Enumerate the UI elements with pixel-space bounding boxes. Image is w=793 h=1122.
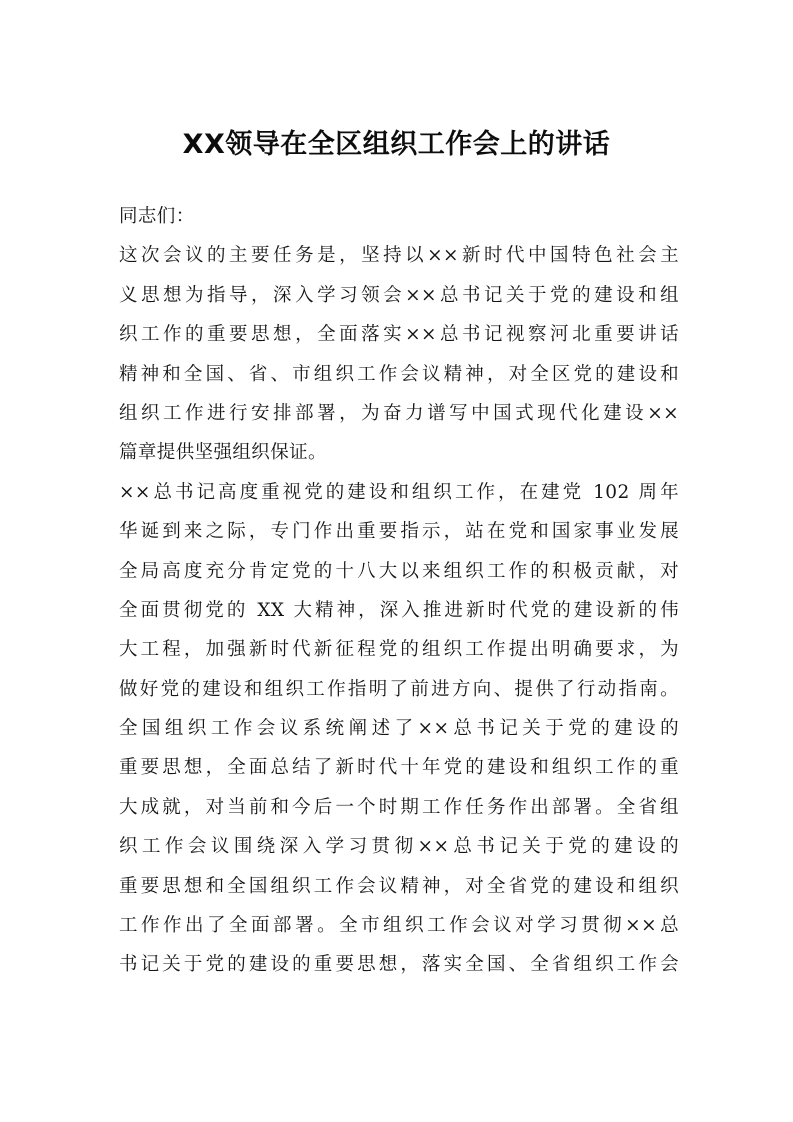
text-line: 篇章提供坚强组织保证。 (119, 442, 327, 464)
text-line: 全国组织工作会议系统阐述了××总书记关于党的建设的 (119, 718, 679, 740)
text-line: 做好党的建设和组织工作指明了前进方向、提供了行动指南。 (119, 678, 679, 700)
document-body (119, 197, 679, 985)
text-line: 织工作会议围绕深入学习贯彻××总书记关于党的建设的 (119, 836, 679, 858)
text-line: 大工程，加强新时代新征程党的组织工作提出明确要求，为 (119, 639, 679, 661)
document-title: XX领导在全区组织工作会上的讲话 (182, 129, 611, 160)
text-line: 这次会议的主要任务是，坚持以××新时代中国特色社会主 (119, 245, 679, 267)
text-line: 华诞到来之际，专门作出重要指示，站在党和国家事业发展 (119, 521, 679, 543)
text-line: 大成就，对当前和今后一个时期工作任务作出部署。全省组 (119, 796, 679, 818)
text-line: 重要思想和全国组织工作会议精神，对全省党的建设和组织 (119, 875, 679, 897)
text-line: 义思想为指导，深入学习领会××总书记关于党的建设和组 (119, 284, 679, 306)
text-line: ××总书记高度重视党的建设和组织工作，在建党 102 周年 (119, 481, 679, 503)
text-line: 同志们： (119, 206, 195, 227)
text-line: 书记关于党的建设的重要思想，落实全国、全省组织工作会 (119, 954, 679, 976)
text-line: 织工作的重要思想，全面落实××总书记视察河北重要讲话 (119, 324, 679, 346)
text-line: 工作作出了全面部署。全市组织工作会议对学习贯彻××总 (119, 915, 679, 937)
text-line: 组织工作进行安排部署，为奋力谱写中国式现代化建设×× (119, 402, 679, 424)
text-line: 重要思想，全面总结了新时代十年党的建设和组织工作的重 (119, 757, 679, 779)
text-line: 精神和全国、省、市组织工作会议精神，对全区党的建设和 (119, 363, 679, 385)
text-line: 全局高度充分肯定党的十八大以来组织工作的积极贡献，对 (119, 560, 679, 582)
text-line: 全面贯彻党的 XX 大精神，深入推进新时代党的建设新的伟 (119, 599, 679, 621)
